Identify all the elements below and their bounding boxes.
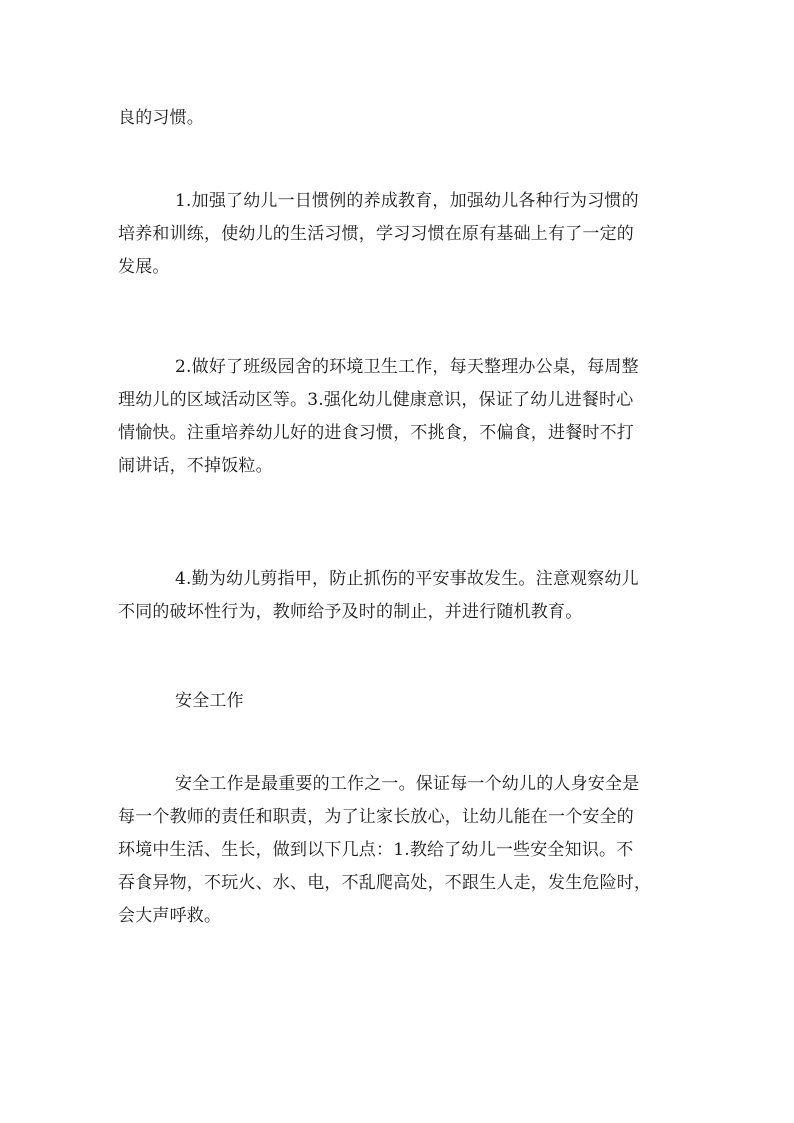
text-line: 每一个教师的责任和职责，为了让家长放心，让幼儿能在一个安全的 <box>118 807 634 827</box>
text-line: 闹讲话，不掉饭粒。 <box>118 456 273 476</box>
section-heading-safety <box>118 685 684 718</box>
text-line: 吞食异物，不玩火、水、电，不乱爬高处，不跟生人走，发生危险时， <box>118 873 652 893</box>
section-heading: 安全工作 <box>175 691 244 711</box>
text-line: 环境中生活、生长，做到以下几点：1.教给了幼儿一些安全知识。不 <box>118 840 634 860</box>
text-line: 情愉快。注重培养幼儿好的进食习惯，不挑食，不偏食，进餐时不打 <box>118 423 634 443</box>
text-line: 不同的破坏性行为，教师给予及时的制止，并进行随机教育。 <box>118 602 583 622</box>
text-line: 会大声呼救。 <box>118 906 222 926</box>
paragraph-safety-work <box>118 768 684 933</box>
text-line: 1.加强了幼儿一日惯例的养成教育，加强幼儿各种行为习惯的 <box>175 191 639 211</box>
paragraph-habit-continuation <box>118 102 684 135</box>
text-line: 4.勤为幼儿剪指甲，防止抓伤的平安事故发生。注意观察幼儿 <box>175 569 639 589</box>
text-line: 理幼儿的区域活动区等。3.强化幼儿健康意识，保证了幼儿进餐时心 <box>118 390 634 410</box>
text-line: 培养和训练，使幼儿的生活习惯，学习习惯在原有基础上有了一定的 <box>118 224 634 244</box>
text-line: 良的习惯。 <box>118 108 204 128</box>
paragraph-nail-trimming <box>118 563 684 629</box>
text-line: 安全工作是最重要的工作之一。保证每一个幼儿的人身安全是 <box>175 774 640 794</box>
text-line: 2.做好了班级园舍的环境卫生工作，每天整理办公桌，每周整 <box>175 357 639 377</box>
paragraph-hygiene-health <box>118 351 684 483</box>
paragraph-routine-education <box>118 185 684 284</box>
text-line: 发展。 <box>118 257 170 277</box>
